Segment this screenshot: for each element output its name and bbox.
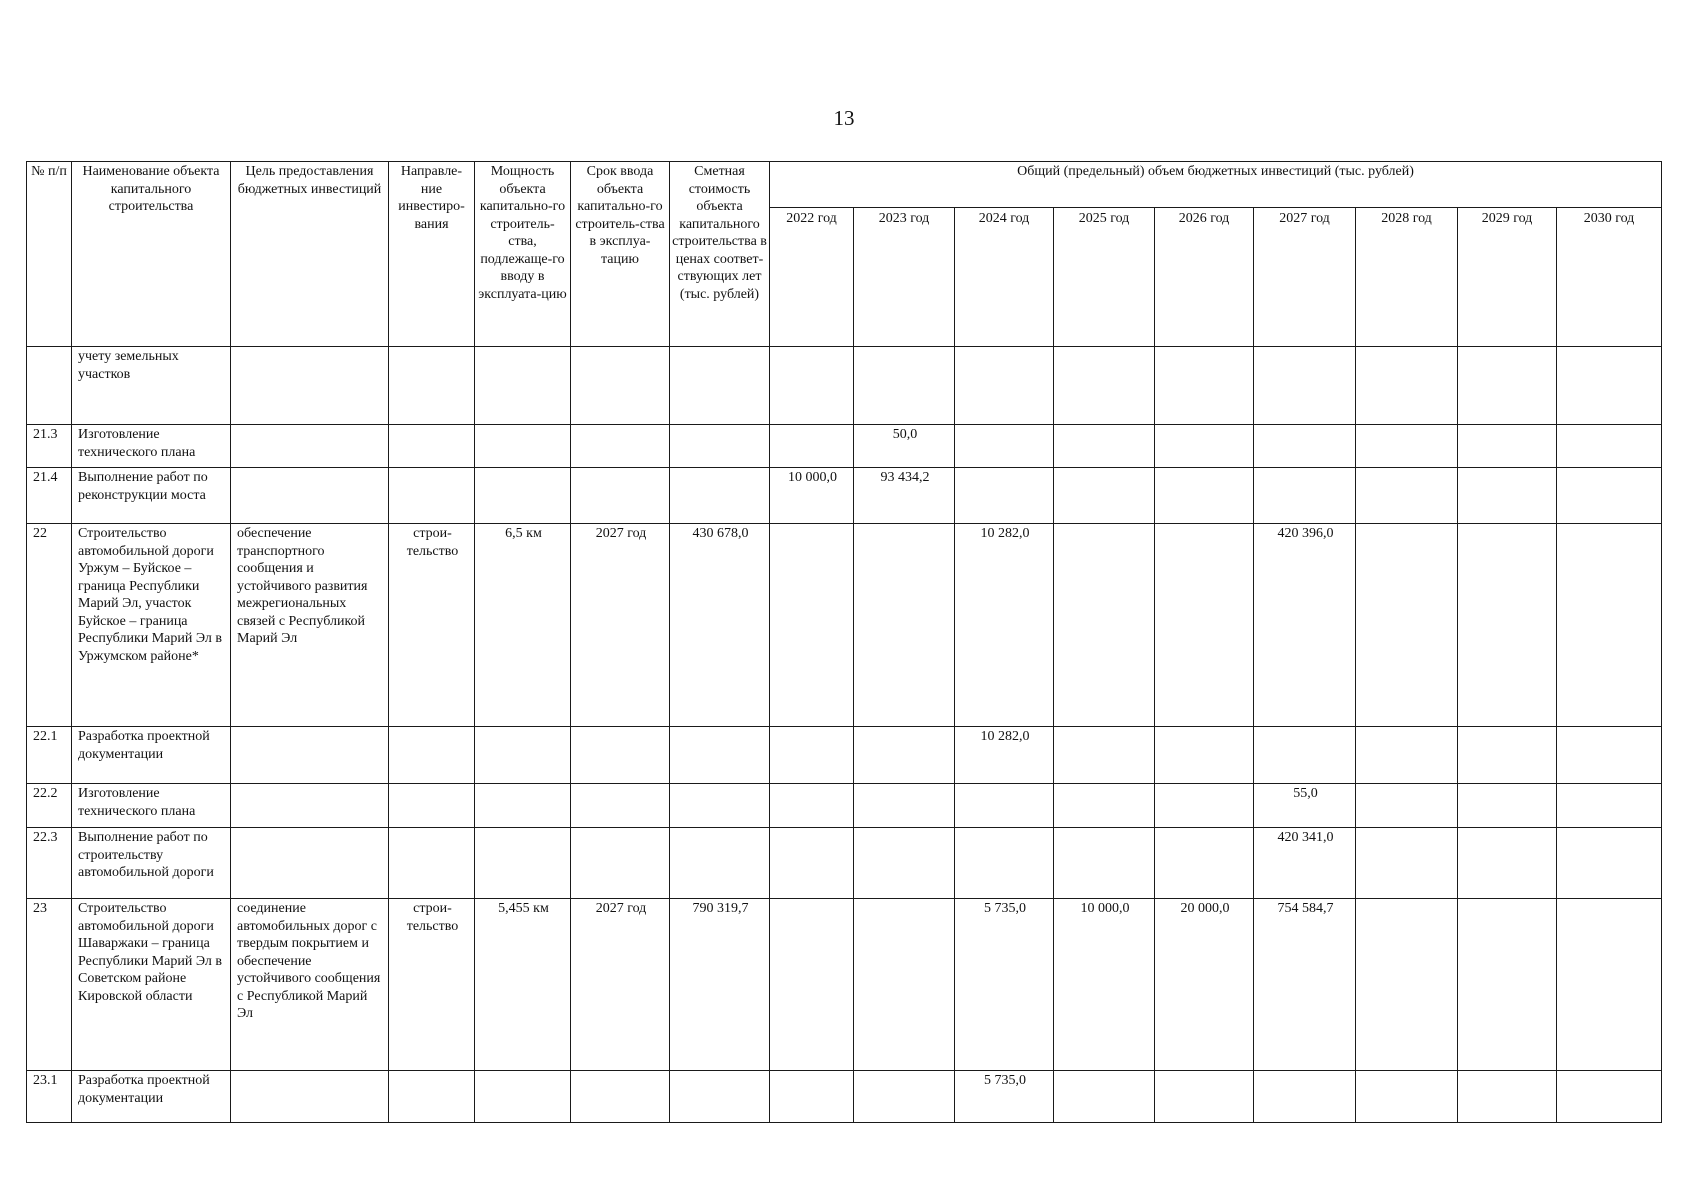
table-row (27, 425, 1662, 468)
row-number (27, 347, 72, 425)
investment-amount (1458, 899, 1557, 1071)
header-year: 2026 год (1155, 208, 1254, 347)
investment-direction (389, 784, 475, 828)
estimated-cost (670, 425, 770, 468)
commission-term: 2027 год (571, 524, 670, 727)
investment-amount (1054, 727, 1155, 784)
investment-direction (389, 1071, 475, 1123)
estimated-cost (670, 727, 770, 784)
table-row (27, 727, 1662, 784)
investment-amount (1155, 1071, 1254, 1123)
investment-amount (1557, 899, 1662, 1071)
investment-amount: 754 584,7 (1254, 899, 1356, 1071)
object-capacity: 5,455 км (475, 899, 571, 1071)
investment-amount (1557, 425, 1662, 468)
investment-amount (1458, 1071, 1557, 1123)
investment-amount (955, 784, 1054, 828)
table-row (27, 828, 1662, 899)
investment-amount (854, 1071, 955, 1123)
investment-amount (1557, 347, 1662, 425)
investment-amount: 5 735,0 (955, 1071, 1054, 1123)
row-number: 22.3 (27, 828, 72, 899)
commission-term (571, 1071, 670, 1123)
investment-direction (389, 425, 475, 468)
header-year: 2025 год (1054, 208, 1155, 347)
investment-amount (1054, 347, 1155, 425)
estimated-cost (670, 1071, 770, 1123)
investment-amount: 420 396,0 (1254, 524, 1356, 727)
investment-amount (1557, 828, 1662, 899)
object-capacity (475, 425, 571, 468)
investment-amount (1356, 727, 1458, 784)
investment-amount (854, 784, 955, 828)
investment-amount (1054, 425, 1155, 468)
table-row (27, 468, 1662, 524)
object-name: учету земельных участков (72, 347, 231, 425)
investment-direction (389, 828, 475, 899)
object-name: Изготовление технического плана (72, 784, 231, 828)
investment-amount (1054, 828, 1155, 899)
investment-amount (1054, 784, 1155, 828)
investment-amount (770, 347, 854, 425)
investment-amount (1458, 468, 1557, 524)
investment-amount (1254, 468, 1356, 524)
investment-amount (1458, 727, 1557, 784)
header-number: № п/п (27, 162, 72, 347)
investment-amount (1458, 347, 1557, 425)
object-name: Выполнение работ по реконструкции моста (72, 468, 231, 524)
estimated-cost (670, 784, 770, 828)
investment-amount (1155, 727, 1254, 784)
object-capacity (475, 727, 571, 784)
header-object-name: Наименование объекта капитального строительства (72, 162, 231, 347)
table-row (27, 524, 1662, 727)
investment-amount (1356, 468, 1458, 524)
investment-amount: 50,0 (854, 425, 955, 468)
investment-amount (955, 828, 1054, 899)
budget-investment-table (26, 161, 1662, 1123)
investment-amount (1458, 425, 1557, 468)
row-number: 21.3 (27, 425, 72, 468)
object-name: Разработка проектной документации (72, 1071, 231, 1123)
page-number: 13 (833, 106, 855, 130)
investment-direction (389, 727, 475, 784)
investment-amount: 10 000,0 (1054, 899, 1155, 1071)
investment-amount (1356, 347, 1458, 425)
header-year: 2029 год (1458, 208, 1557, 347)
header-direction: Направле-ние инвестиро-вания (389, 162, 475, 347)
investment-amount: 5 735,0 (955, 899, 1054, 1071)
investment-amount: 10 000,0 (770, 468, 854, 524)
header-capacity: Мощность объекта капитально-го строитель-ства, подлежаще-го вводу в эксплуата-цию (475, 162, 571, 347)
investment-amount: 10 282,0 (955, 727, 1054, 784)
investment-amount (1254, 1071, 1356, 1123)
investment-amount (854, 727, 955, 784)
investment-amount (1458, 784, 1557, 828)
investment-amount (955, 347, 1054, 425)
row-number: 22 (27, 524, 72, 727)
object-name: Строительство автомобильной дороги Шаваржаки – граница Республики Марий Эл в Советском районе Кировской области (72, 899, 231, 1071)
investment-direction (389, 347, 475, 425)
investment-amount (1155, 524, 1254, 727)
investment-amount (1254, 425, 1356, 468)
estimated-cost (670, 468, 770, 524)
investment-amount (1054, 524, 1155, 727)
object-capacity (475, 1071, 571, 1123)
investment-amount (1155, 468, 1254, 524)
estimated-cost (670, 828, 770, 899)
investment-amount: 10 282,0 (955, 524, 1054, 727)
table-row (27, 784, 1662, 828)
table-row (27, 347, 1662, 425)
table-row (27, 1071, 1662, 1123)
header-row-1 (27, 162, 1662, 208)
investment-purpose (231, 468, 389, 524)
investment-purpose (231, 784, 389, 828)
header-purpose: Цель предоставления бюджетных инвестиций (231, 162, 389, 347)
row-number: 23 (27, 899, 72, 1071)
investment-amount (854, 347, 955, 425)
investment-amount (770, 828, 854, 899)
investment-purpose (231, 828, 389, 899)
header-year: 2030 год (1557, 208, 1662, 347)
investment-amount (1557, 727, 1662, 784)
investment-amount (770, 899, 854, 1071)
commission-term (571, 727, 670, 784)
investment-purpose (231, 727, 389, 784)
investment-amount (1155, 347, 1254, 425)
header-year: 2023 год (854, 208, 955, 347)
estimated-cost (670, 347, 770, 425)
row-number: 22.1 (27, 727, 72, 784)
object-name: Строительство автомобильной дороги Уржум – Буйское – граница Республики Марий Эл, участок Буйское – граница Республики Марий Эл в Уржумском районе* (72, 524, 231, 727)
row-number: 22.2 (27, 784, 72, 828)
estimated-cost: 790 319,7 (670, 899, 770, 1071)
commission-term (571, 425, 670, 468)
investment-direction (389, 468, 475, 524)
investment-amount (1356, 784, 1458, 828)
investment-amount (854, 828, 955, 899)
investment-amount (1557, 1071, 1662, 1123)
investment-amount (770, 524, 854, 727)
object-capacity (475, 347, 571, 425)
header-year: 2027 год (1254, 208, 1356, 347)
investment-amount (770, 425, 854, 468)
investment-amount (1557, 524, 1662, 727)
commission-term (571, 347, 670, 425)
header-estimated-cost: Сметная стоимость объекта капитального строительства в ценах соответ-ствующих лет (тыс. рублей) (670, 162, 770, 347)
header-year: 2028 год (1356, 208, 1458, 347)
investment-amount (770, 1071, 854, 1123)
investment-amount (770, 784, 854, 828)
commission-term (571, 828, 670, 899)
investment-amount (854, 524, 955, 727)
investment-direction: строи-тельство (389, 524, 475, 727)
investment-amount (1356, 828, 1458, 899)
investment-direction: строи-тельство (389, 899, 475, 1071)
object-capacity (475, 784, 571, 828)
table-body (27, 347, 1662, 1123)
investment-amount (1155, 828, 1254, 899)
investment-amount: 93 434,2 (854, 468, 955, 524)
header-year: 2022 год (770, 208, 854, 347)
investment-amount (1254, 727, 1356, 784)
investment-amount (1356, 1071, 1458, 1123)
commission-term: 2027 год (571, 899, 670, 1071)
investment-amount (854, 899, 955, 1071)
header-commission-term: Срок ввода объекта капитально-го строитель-ства в эксплуа-тацию (571, 162, 670, 347)
investment-amount: 55,0 (1254, 784, 1356, 828)
object-name: Выполнение работ по строительству автомобильной дороги (72, 828, 231, 899)
investment-amount (1054, 468, 1155, 524)
investment-amount (1356, 524, 1458, 727)
investment-purpose (231, 347, 389, 425)
investment-amount: 20 000,0 (1155, 899, 1254, 1071)
investment-amount (955, 425, 1054, 468)
object-name: Разработка проектной документации (72, 727, 231, 784)
investment-amount (1155, 784, 1254, 828)
row-number: 21.4 (27, 468, 72, 524)
investment-amount (1557, 468, 1662, 524)
investment-amount: 420 341,0 (1254, 828, 1356, 899)
table-row (27, 899, 1662, 1071)
object-capacity (475, 468, 571, 524)
object-name: Изготовление технического плана (72, 425, 231, 468)
row-number: 23.1 (27, 1071, 72, 1123)
investment-purpose: обеспечение транспортного сообщения и устойчивого развития межрегиональных связей с Республикой Марий Эл (231, 524, 389, 727)
header-total-investment: Общий (предельный) объем бюджетных инвестиций (тыс. рублей) (770, 162, 1662, 208)
investment-amount (1458, 524, 1557, 727)
commission-term (571, 784, 670, 828)
investment-purpose (231, 425, 389, 468)
investment-amount (1356, 899, 1458, 1071)
investment-amount (1356, 425, 1458, 468)
object-capacity: 6,5 км (475, 524, 571, 727)
investment-amount (955, 468, 1054, 524)
header-year: 2024 год (955, 208, 1054, 347)
investment-amount (1557, 784, 1662, 828)
investment-purpose: соединение автомобильных дорог с твердым покрытием и обеспечение устойчивого сообщения с Республикой Марий Эл (231, 899, 389, 1071)
investment-amount (1054, 1071, 1155, 1123)
estimated-cost: 430 678,0 (670, 524, 770, 727)
investment-amount (1458, 828, 1557, 899)
investment-amount (1155, 425, 1254, 468)
investment-purpose (231, 1071, 389, 1123)
investment-amount (1254, 347, 1356, 425)
object-capacity (475, 828, 571, 899)
investment-amount (770, 727, 854, 784)
commission-term (571, 468, 670, 524)
